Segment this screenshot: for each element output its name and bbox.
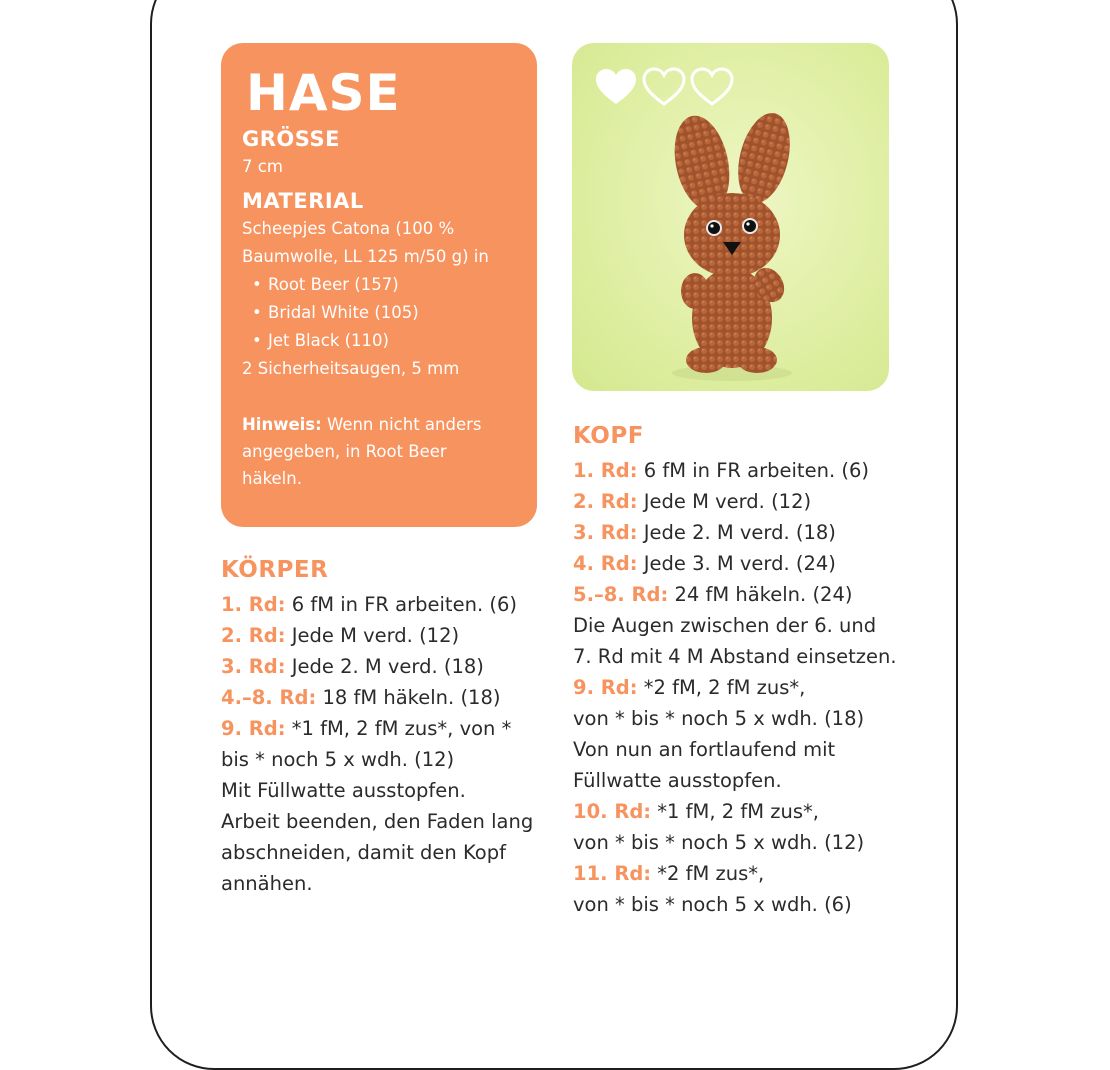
material-line: Scheepjes Catona (100 % [242,219,455,238]
instruction-line: 1. Rd: 6 fM in FR arbeiten. (6) [221,593,517,616]
instruction-line: abschneiden, damit den Kopf [221,841,506,864]
instruction-line: annähen. [221,872,313,895]
hint-note: Hinweis: Wenn nicht anders angegeben, in Root Beer häkeln. [242,415,482,488]
instruction-line: bis * noch 5 x wdh. (12) [221,748,455,771]
info-box [221,43,537,527]
instruction-line: 11. Rd: *2 fM zus*, [573,862,765,885]
instruction-line: von * bis * noch 5 x wdh. (12) [573,831,865,854]
color-item: • Jet Black (110) [252,331,389,350]
crochet-bunny-image [572,43,889,391]
size-heading: GRÖSSE [242,127,340,151]
pattern-title: HASE [246,64,401,122]
instruction-line: Arbeit beenden, den Faden lang [221,810,534,833]
instruction-line: 3. Rd: Jede 2. M verd. (18) [221,655,484,678]
instruction-line: 4.–8. Rd: 18 fM häkeln. (18) [221,686,501,709]
kopf-heading: KOPF [573,423,644,449]
instruction-line: 4. Rd: Jede 3. M verd. (24) [573,552,836,575]
instruction-line: 9. Rd: *1 fM, 2 fM zus*, von * [221,717,512,740]
kopf-section [573,421,903,920]
instruction-line: 3. Rd: Jede 2. M verd. (18) [573,521,836,544]
instruction-line: 2. Rd: Jede M verd. (12) [573,490,812,513]
instruction-line: 2. Rd: Jede M verd. (12) [221,624,460,647]
instruction-line: Die Augen zwischen der 6. und [573,614,877,637]
instruction-line: Füllwatte ausstopfen. [573,769,782,792]
color-list [242,271,537,355]
material-line: Baumwolle, LL 125 m/50 g) in [242,247,489,266]
color-item: • Root Beer (157) [252,275,399,294]
instruction-line: 1. Rd: 6 fM in FR arbeiten. (6) [573,459,869,482]
bunny-photo [572,43,889,391]
koerper-section [221,555,551,899]
instruction-line: 5.–8. Rd: 24 fM häkeln. (24) [573,583,853,606]
material-heading: MATERIAL [242,189,364,213]
instruction-line: Mit Füllwatte ausstopfen. [221,779,466,802]
instruction-line: von * bis * noch 5 x wdh. (6) [573,893,852,916]
koerper-heading: KÖRPER [221,557,329,583]
instruction-line: 9. Rd: *2 fM, 2 fM zus*, [573,676,806,699]
instruction-line: 7. Rd mit 4 M Abstand einsetzen. [573,645,897,668]
instruction-line: von * bis * noch 5 x wdh. (18) [573,707,865,730]
color-item: • Bridal White (105) [252,303,419,322]
instruction-line: Von nun an fortlaufend mit [573,738,836,761]
instruction-line: 10. Rd: *1 fM, 2 fM zus*, [573,800,819,823]
size-value: 7 cm [242,157,283,176]
eyes-line: 2 Sicherheitsaugen, 5 mm [242,359,460,378]
